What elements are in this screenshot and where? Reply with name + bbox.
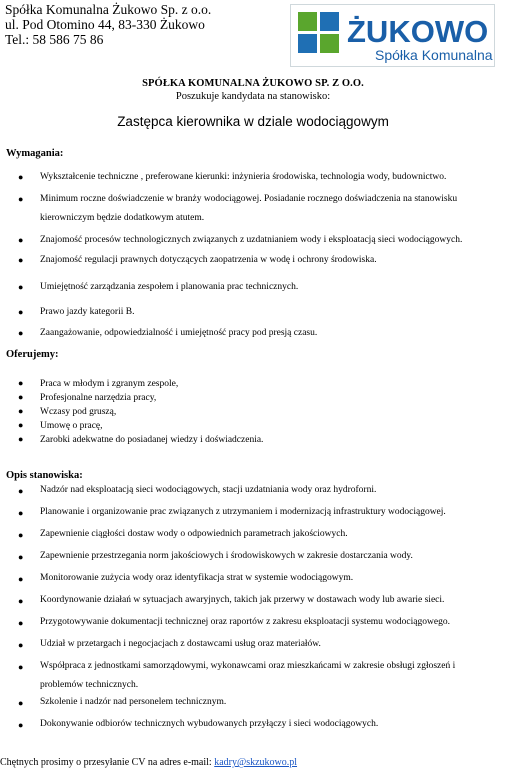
- list-item: Współpraca z jednostkami samorządowymi, wykonawcami oraz mieszkańcami w zakresie obsługi zgłoszeń i problemów technicznych.: [40, 661, 456, 690]
- bullet-icon: ●: [18, 618, 24, 628]
- company-heading: SPÓŁKA KOMUNALNA ŻUKOWO SP. Z O.O.: [142, 78, 364, 89]
- bullet-icon: ●: [18, 552, 24, 562]
- list-item: Monitorowanie zużycia wody oraz identyfikacja strat w systemie wodociągowym.: [40, 573, 354, 583]
- logo-square-blue-tr: [320, 12, 339, 31]
- seeking-text: Poszukuje kandydata na stanowisko:: [175, 91, 331, 102]
- list-item: Udział w przetargach i negocjacjach z dostawcami usług oraz materiałów.: [40, 639, 321, 649]
- bullet-icon: ●: [18, 392, 24, 402]
- bullet-icon: ●: [18, 698, 24, 708]
- list-item: Planowanie i organizowanie prac związanych z utrzymaniem i modernizacją infrastruktury wodociągowej.: [40, 507, 446, 517]
- bullet-icon: ●: [18, 662, 24, 672]
- logo-square-blue-bl: [298, 34, 317, 53]
- list-item: Koordynowanie działań w sytuacjach awaryjnych, takich jak przerwy w dostawach wody lub awarie sieci.: [40, 595, 445, 605]
- position-title: Zastępca kierownika w dziale wodociągowym: [117, 114, 389, 129]
- logo-wordmark: ŻUKOWO: [347, 14, 489, 49]
- list-item: Znajomość regulacji prawnych dotyczących zaopatrzenia w wodę i ochrony środowiska.: [40, 255, 377, 265]
- list-item: Wykształcenie techniczne , preferowane kierunki: inżynieria środowiska, technologia wody, budownictwo.: [40, 172, 447, 182]
- offer-title: Oferujemy:: [6, 349, 59, 360]
- bullet-icon: ●: [18, 508, 24, 518]
- company-phone: Tel.: 58 586 75 86: [5, 32, 104, 47]
- bullet-icon: ●: [18, 406, 24, 416]
- company-address: ul. Pod Otomino 44, 83-330 Żukowo: [5, 17, 205, 32]
- list-item: Profesjonalne narzędzia pracy,: [40, 393, 157, 403]
- bullet-icon: ●: [18, 720, 24, 730]
- list-item: Znajomość procesów technologicznych związanych z uzdatnianiem wody i eksploatacją sieci wodociągowych.: [40, 235, 463, 245]
- list-item: Praca w młodym i zgranym zespole,: [40, 379, 179, 389]
- list-item: Zaangażowanie, odpowiedzialność i umiejętność pracy pod presją czasu.: [40, 328, 318, 338]
- list-item: Przygotowywanie dokumentacji technicznej oraz raportów z zakresu eksploatacji systemu wodociągowego.: [40, 617, 450, 627]
- company-logo: [290, 4, 495, 67]
- bullet-icon: ●: [18, 420, 24, 430]
- bullet-icon: ●: [18, 640, 24, 650]
- bullet-icon: ●: [18, 282, 24, 292]
- bullet-icon: ●: [18, 194, 24, 204]
- duties-title: Opis stanowiska:: [6, 470, 83, 481]
- logo-square-green-br: [320, 34, 339, 53]
- bullet-icon: ●: [18, 328, 24, 338]
- logo-square-green-tl: [298, 12, 317, 31]
- list-item: Umiejętność zarządzania zespołem i planowania prac technicznych.: [40, 282, 299, 292]
- list-item: Minimum roczne doświadczenie w branży wodociągowej. Posiadanie rocznego doświadczenia na stanowisku kierowniczym będzie dodatkowym atutem.: [40, 194, 458, 223]
- list-item: Umowę o pracę,: [40, 421, 103, 431]
- footer-text: Chętnych prosimy o przesyłanie CV na adres e-mail:: [0, 757, 215, 768]
- list-item: Zapewnienie ciągłości dostaw wody o odpowiednich parametrach jakościowych.: [40, 529, 348, 539]
- bullet-icon: ●: [18, 486, 24, 496]
- list-item: Dokonywanie odbiorów technicznych wybudowanych przyłączy i sieci wodociągowych.: [40, 719, 379, 729]
- list-item: Wczasy pod gruszą,: [40, 407, 117, 417]
- list-item: Szkolenie i nadzór nad personelem technicznym.: [40, 697, 227, 707]
- bullet-icon: ●: [18, 596, 24, 606]
- bullet-icon: ●: [18, 574, 24, 584]
- requirements-title: Wymagania:: [6, 148, 64, 159]
- list-item: Zapewnienie przestrzegania norm jakościowych i środowiskowych w zakresie dostarczania wody.: [40, 551, 413, 561]
- company-name: Spółka Komunalna Żukowo Sp. z o.o.: [5, 2, 212, 17]
- footer: [0, 757, 297, 768]
- bullet-icon: ●: [18, 307, 24, 317]
- bullet-icon: ●: [18, 434, 24, 444]
- email-link[interactable]: kadry@skzukowo.pl: [214, 757, 298, 768]
- logo-tagline: Spółka Komunalna: [375, 47, 493, 63]
- bullet-icon: ●: [18, 172, 24, 182]
- bullet-icon: ●: [18, 378, 24, 388]
- list-item: Zarobki adekwatne do posiadanej wiedzy i doświadczenia.: [40, 435, 264, 445]
- bullet-icon: ●: [18, 235, 24, 245]
- bullet-icon: ●: [18, 530, 24, 540]
- list-item: Nadzór nad eksploatacją sieci wodociągowych, stacji uzdatniania wody oraz hydroforni.: [40, 485, 377, 495]
- bullet-icon: ●: [18, 255, 24, 265]
- list-item: Prawo jazdy kategorii B.: [40, 307, 135, 317]
